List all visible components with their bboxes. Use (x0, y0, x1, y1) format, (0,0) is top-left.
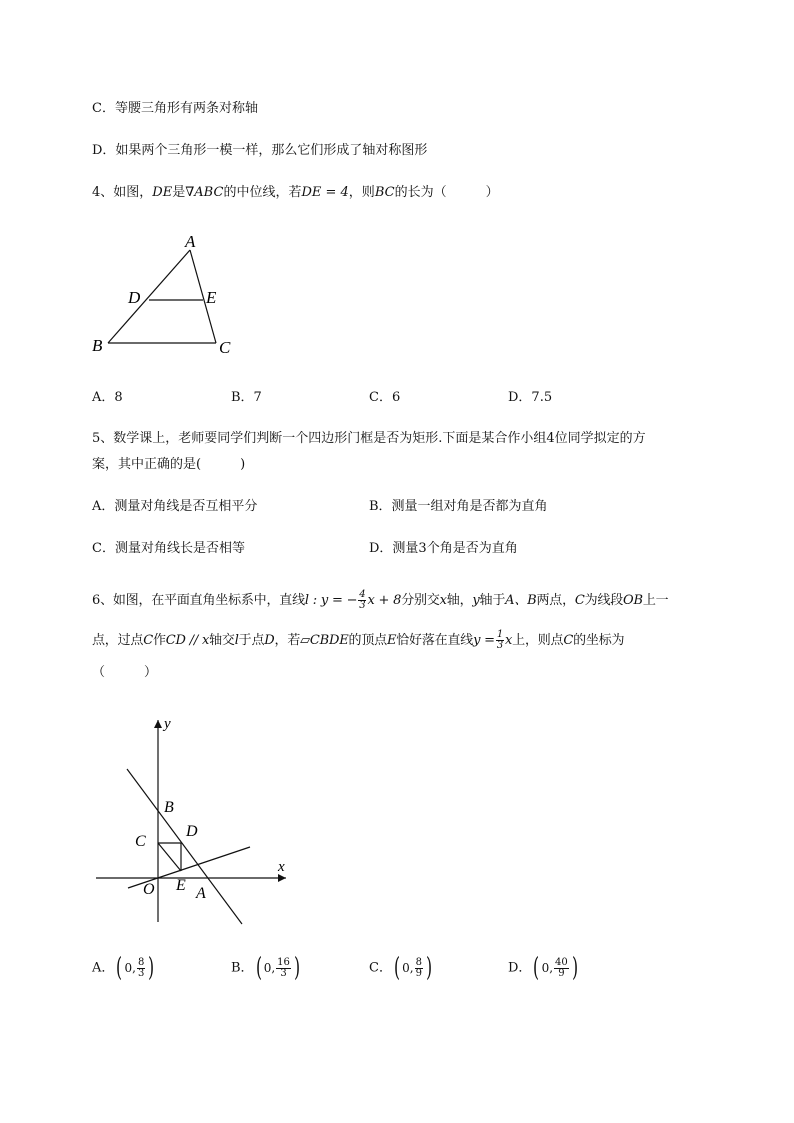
q4-mid3: ，则 (348, 185, 375, 200)
q6-segment-ob: OB (623, 593, 643, 608)
q6-left-paren: ( (116, 953, 123, 983)
q4-prefix: 4、如图， (92, 185, 153, 200)
q6-coordinate-figure (90, 712, 305, 932)
q4-label-d: D (128, 288, 141, 307)
q6-left-paren: ( (393, 953, 401, 983)
q6-text: 作 (152, 633, 166, 648)
q4-suffix: 的长为（ ） (394, 185, 499, 200)
q4-label-e: E (206, 288, 217, 307)
q3-option-d: D．如果两个三角形一模一样，那么它们形成了轴对称图形 (92, 143, 428, 158)
q4-label-a: A (185, 232, 196, 251)
q6-right-paren: ) (293, 953, 301, 983)
q6-frac-4-3 (358, 590, 366, 611)
q4-label-c: C (219, 338, 231, 357)
q6-cd-parallel: CD // x (165, 633, 210, 648)
q6-label-c: C (135, 833, 146, 850)
q6-text: 上一 (642, 593, 669, 608)
q5-option-c: C．测量对角线长是否相等 (92, 541, 245, 556)
q6-parallelogram: ▱CBDE (300, 633, 349, 648)
q6-coord-frac (276, 958, 291, 979)
q6-left-paren: ( (255, 953, 262, 983)
q6-var-x: x (505, 633, 513, 648)
q4-mid1: 是 (172, 185, 186, 200)
q6-right-paren: ) (571, 953, 578, 983)
q6-frac-num: 1 (496, 629, 504, 640)
q6-line-l: l (234, 633, 239, 648)
q4-stem (92, 184, 499, 202)
q6-text: 轴， (446, 593, 473, 608)
q5-stem-line2: 案，其中正确的是( ) (92, 457, 246, 472)
q4-mid2: 的中位线，若 (223, 185, 302, 200)
q4-option-c: C．6 (369, 390, 401, 405)
q6-coord-zero: 0, (124, 961, 136, 975)
q5-stem-line1: 5、数学课上，老师要同学们判断一个四边形门框是否为矩形.下面是某合作小组4位同学拟定的方 (92, 431, 646, 446)
q6-frac-num: 4 (359, 589, 366, 600)
q6-frac-den: 3 (496, 640, 504, 651)
q6-text: ，若 (274, 633, 301, 648)
q6-points-ab: A、B (505, 593, 537, 608)
q6-frac-den: 3 (359, 600, 366, 611)
q6-text: 轴交 (209, 633, 235, 648)
q4-option-b: B．7 (231, 390, 262, 405)
q6-option-c (369, 955, 434, 981)
q6-option-label: D． (508, 960, 532, 976)
q6-frac-den: 9 (558, 967, 565, 979)
q6-label-e: E (176, 877, 186, 894)
q6-text: 6、如图，在平面直角坐标系中，直线 (92, 593, 305, 608)
q6-frac-den: 3 (138, 967, 145, 979)
q6-option-label: A． (92, 960, 115, 976)
q6-coord-zero: 0, (541, 961, 554, 975)
q4-triangle: ∇ABC (185, 185, 224, 200)
q6-option-label: C． (369, 960, 392, 976)
q6-stem-line2 (92, 630, 624, 651)
q3-option-c: C．等腰三角形有两条对称轴 (92, 101, 258, 116)
q4-bc: BC (374, 185, 395, 200)
q6-frac-num: 40 (555, 956, 568, 968)
q6-answer-blank: （ ） (92, 665, 158, 680)
q6-label-b: B (164, 799, 174, 816)
q6-point-e: E (386, 633, 397, 648)
q6-option-a (92, 955, 157, 981)
q6-frac-den: 9 (415, 967, 422, 979)
q6-point-d: D (264, 633, 275, 648)
q6-var-y: y (472, 593, 480, 608)
q6-label-o: O (143, 881, 155, 898)
q6-stem-line1 (92, 590, 668, 611)
q6-line-eq2: y = (473, 633, 495, 648)
q5-option-d: D．测量3个角是否为直角 (369, 541, 518, 556)
q6-left-paren: ( (533, 953, 540, 983)
q6-right-paren: ) (148, 953, 155, 983)
q6-label-d: D (186, 823, 198, 840)
q6-text: 的顶点 (348, 633, 387, 648)
q6-coord-frac (415, 958, 423, 979)
q6-frac-num: 8 (415, 956, 422, 968)
q6-label-y: y (164, 716, 171, 732)
q6-line-eq: l : y = − (304, 593, 358, 608)
q6-line-eq-end: x + 8 (367, 593, 402, 608)
q6-point-c: C (563, 633, 574, 648)
q6-frac-num: 16 (277, 956, 290, 968)
q6-right-paren: ) (425, 953, 433, 983)
q6-text: 恰好落在直线 (396, 633, 474, 648)
q5-option-b: B．测量一组对角是否都为直角 (369, 499, 548, 514)
q6-point-c: C (574, 593, 585, 608)
q6-text: 点，过点 (92, 633, 144, 648)
q6-text: 两点， (536, 593, 575, 608)
q4-de: DE (152, 185, 173, 200)
q6-point-c: C (143, 633, 153, 648)
q5-option-a: A．测量对角线是否互相平分 (92, 499, 258, 514)
q6-frac-num: 8 (138, 956, 145, 968)
q6-var-x: x (439, 593, 447, 608)
q6-text: 于点 (238, 633, 265, 648)
q6-coord-zero: 0, (263, 961, 276, 975)
q4-option-d: D．7.5 (508, 390, 553, 405)
q6-text: 上，则点 (512, 633, 564, 648)
q4-label-b: B (92, 336, 103, 355)
q6-frac-1-3 (496, 630, 504, 651)
q6-text: 为线段 (584, 593, 624, 608)
q6-frac-den: 3 (280, 967, 287, 979)
q4-triangle-figure (88, 228, 248, 360)
q6-option-d (508, 955, 580, 981)
q6-coord-zero: 0, (402, 961, 414, 975)
q6-text: 的坐标为 (573, 633, 625, 648)
q6-label-x: x (278, 859, 285, 875)
q6-label-a: A (196, 885, 206, 902)
q4-option-a: A．8 (92, 390, 123, 405)
q6-option-b (231, 955, 302, 981)
q6-option-label: B． (231, 960, 254, 976)
q6-coord-frac (554, 958, 569, 979)
q6-text: 分别交 (401, 593, 440, 608)
q6-text: 轴于 (479, 593, 506, 608)
q6-coord-frac (137, 958, 145, 979)
q4-condition: DE = 4 (301, 185, 349, 200)
